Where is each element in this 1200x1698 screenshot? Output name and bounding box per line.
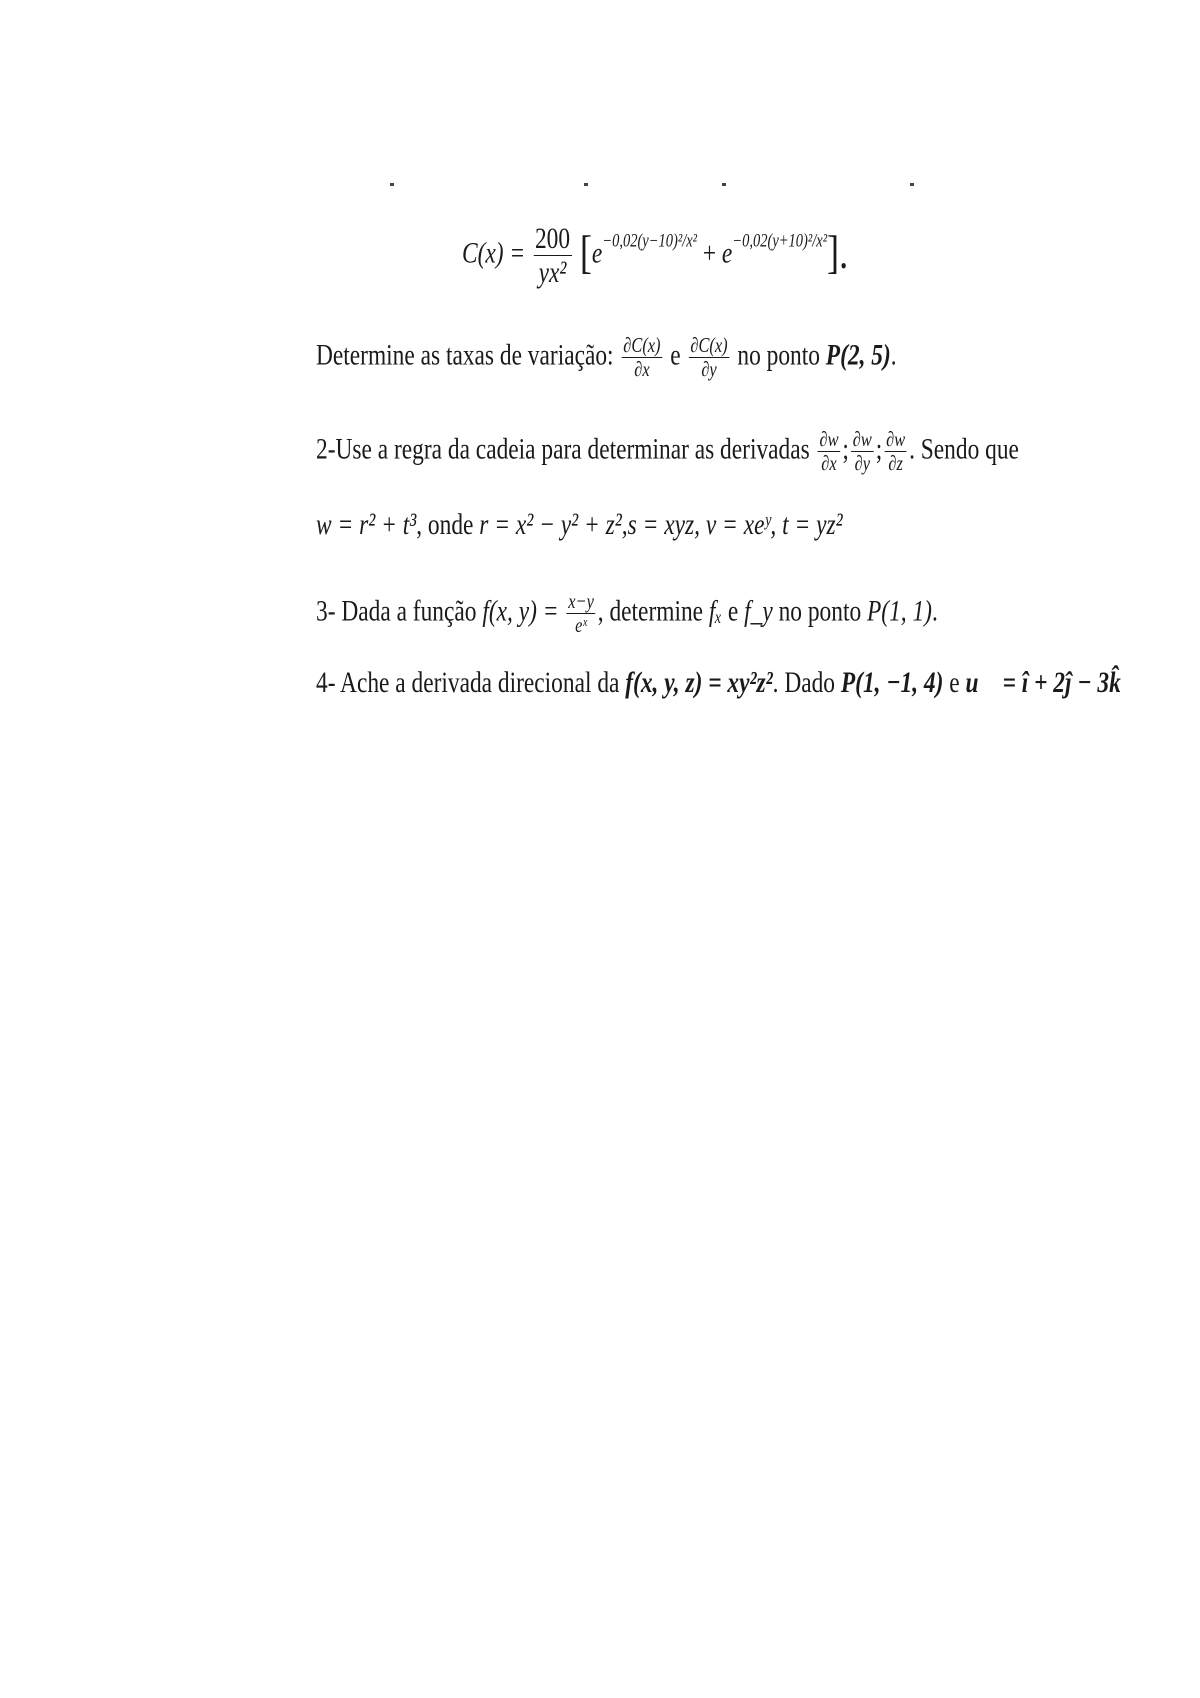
formula-c-open-bracket: [: [579, 227, 592, 279]
q2-dw-dy: [851, 428, 873, 475]
question-3: [316, 590, 938, 637]
scan-mark: [584, 183, 588, 186]
q2-tail: . Sendo que: [909, 432, 1019, 466]
question-1: [316, 334, 897, 381]
q4-point: P(1, −1, 4): [840, 666, 944, 699]
q2-dw-dx-num: ∂w: [819, 427, 839, 451]
q3-function: f(x, y) =: [482, 594, 559, 628]
q2-dw-dx-den: ∂x: [821, 451, 837, 476]
q1-derivative-y-den: ∂y: [701, 357, 717, 382]
formula-c-term2-base: e: [721, 236, 733, 270]
q1-derivative-y-num: ∂C(x): [690, 333, 728, 357]
q3-fx: fₓ: [708, 594, 723, 628]
q2-separator: ;: [875, 432, 883, 466]
q4-vector: u⃗ = î + 2ĵ − 3k̂: [965, 666, 1121, 699]
q4-intro: 4- Ache a derivada direcional da: [316, 666, 626, 699]
formula-c-fraction: [533, 222, 571, 289]
formula-c-term2-exponent: −0,02(y+10)²/x²: [732, 230, 828, 252]
q1-derivative-y: [689, 334, 729, 381]
q1-conj: e: [664, 338, 687, 372]
q3-tail: no ponto: [772, 594, 867, 628]
q2-s-definition: ,s = xyz,: [621, 508, 706, 541]
q2-separator: ;: [842, 432, 849, 466]
q2-v-definition: v = xeʸ: [705, 508, 771, 541]
scan-mark: [910, 183, 914, 186]
q2-dw-dz-den: ∂z: [888, 451, 903, 476]
q1-derivative-x-num: ∂C(x): [623, 333, 661, 357]
q1-tail: no ponto: [731, 338, 826, 372]
q3-intro: 3- Dada a função: [316, 594, 483, 628]
q3-mid: , determine: [597, 594, 709, 628]
q3-point: P(1, 1): [866, 594, 932, 628]
scan-mark: [722, 183, 726, 186]
q3-conj: e: [722, 594, 745, 628]
formula-c-term1-base: e: [591, 236, 603, 270]
formula-c-plus: +: [697, 236, 722, 270]
q2-dw-dz: [885, 428, 907, 475]
formula-c-lhs: C(x) =: [462, 236, 526, 270]
q4-conj: e: [943, 666, 966, 699]
question-2-definitions: [316, 510, 843, 540]
q2-onde: , onde: [416, 508, 480, 541]
q3-fy: f_y: [744, 594, 773, 628]
formula-c-numerator: 200: [534, 222, 571, 255]
q3-end: .: [931, 594, 938, 628]
q2-dw-dz-num: ∂w: [886, 427, 906, 451]
question-2: [316, 428, 1019, 475]
q3-fraction-num: x−y: [568, 589, 594, 613]
q1-intro: Determine as taxas de variação:: [316, 338, 614, 372]
q2-w-definition: w = r² + t³: [316, 508, 417, 541]
q1-end: .: [890, 338, 897, 372]
q4-function: f(x, y, z) = xy²z²: [625, 666, 773, 699]
scan-mark: [390, 183, 394, 186]
q1-point: P(2, 5): [825, 338, 891, 372]
formula-c-close-bracket: ].: [827, 227, 849, 279]
q2-dw-dx: [818, 428, 840, 475]
formula-c: [462, 222, 848, 289]
q3-fraction-den: eˣ: [575, 613, 588, 638]
formula-c-term1-exponent: −0,02(y−10)²/x²: [602, 230, 698, 252]
q2-dw-dy-num: ∂w: [852, 427, 872, 451]
q2-intro: 2-Use a regra da cadeia para determinar as derivadas: [316, 432, 816, 466]
q2-t-definition: , t = yz²: [770, 508, 843, 541]
q2-r-definition: r = x² − y² + z²: [479, 508, 622, 541]
formula-c-denominator: yx²: [538, 256, 567, 289]
question-4: [316, 668, 1121, 698]
q2-dw-dy-den: ∂y: [854, 451, 871, 476]
q4-mid: . Dado: [772, 666, 841, 699]
q3-fraction: [567, 590, 596, 637]
q1-derivative-x-den: ∂x: [634, 357, 650, 382]
q1-derivative-x: [622, 334, 662, 381]
